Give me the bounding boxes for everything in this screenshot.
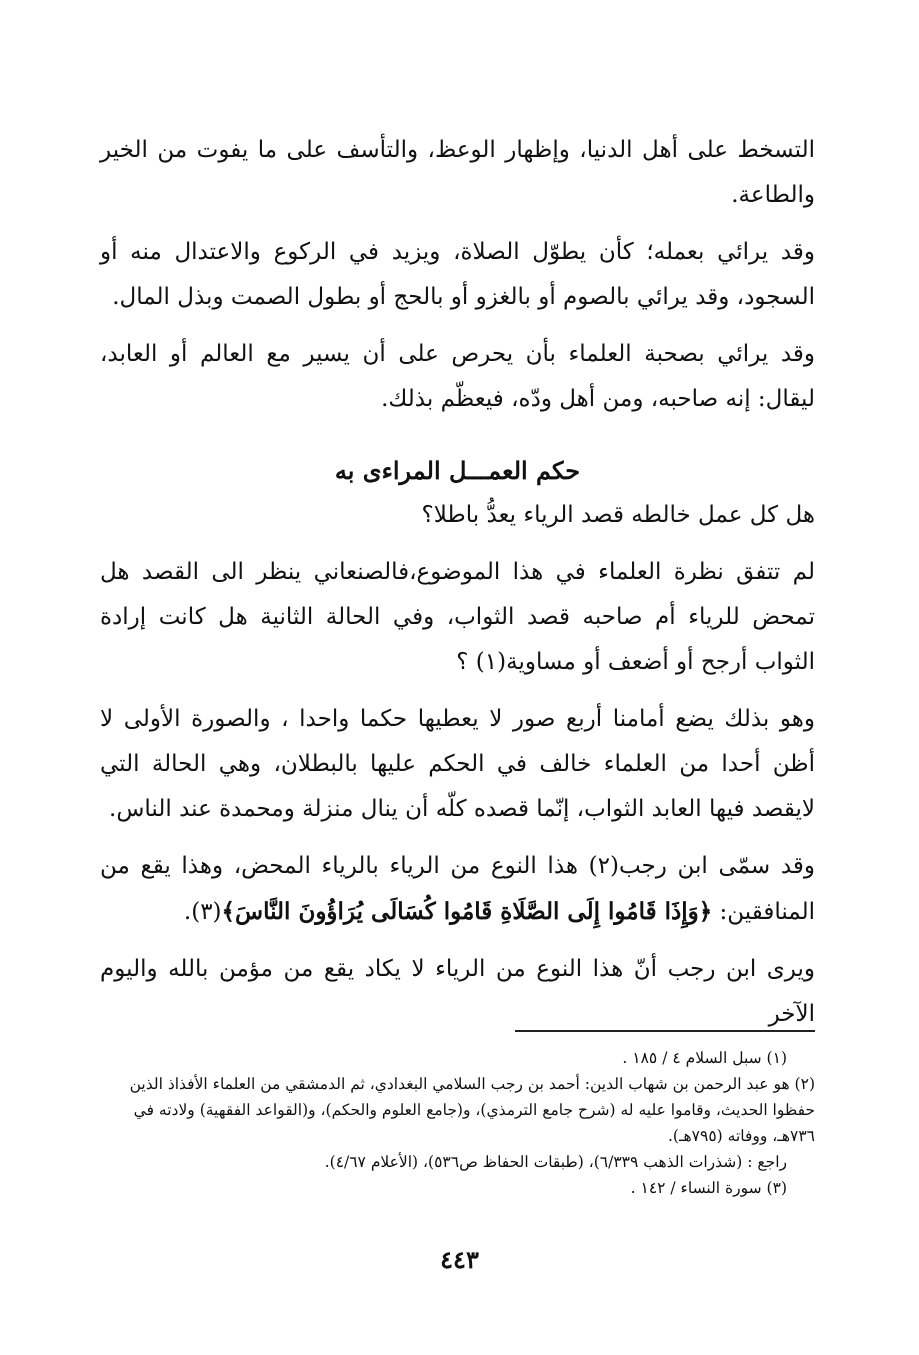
footnotes [100, 1045, 815, 1201]
paragraph-4: لم تتفق نظرة العلماء في هذا الموضوع،فالصنعاني ينظر الى القصد هل تمحض للرياء أم صاحبه قصد الثواب، وفي الحالة الثانية هل كانت إرادة الثواب أرجح أو أضعف أو مساوية(١) ؟ [100, 559, 815, 675]
footnote-divider [515, 1030, 815, 1032]
footnote-2-reference: راجع : (شذرات الذهب ٦/٣٣٩)، (طبقات الحفاظ ص٥٣٦)، (الأعلام ٤/٦٧). [324, 1153, 787, 1171]
quran-verse: ﴿وَإِذَا قَامُوا إِلَى الصَّلَاةِ قَامُوا كُسَالَى يُرَاؤُونَ النَّاسَ﴾ [221, 898, 713, 925]
paragraph-1: التسخط على أهل الدنيا، وإظهار الوعظ، والتأسف على ما يفوت من الخير والطاعة. [100, 137, 815, 208]
section-heading: حكم العمـــل المراءى به [334, 456, 581, 485]
footnote-3: (٣) سورة النساء / ١٤٢ . [630, 1179, 787, 1197]
footnote-1: (١) سبل السلام ٤ / ١٨٥ . [622, 1049, 787, 1067]
main-text [100, 128, 815, 1049]
verse-footnote-ref: (٣). [183, 899, 222, 925]
paragraph-5: وهو بذلك يضع أمامنا أربع صور لا يعطيها حكما واحدا ، والصورة الأولى لا أظن أحدا من العلماء خالف في الحكم عليها بالبطلان، وهي الحالة التي لايقصد فيها العابد الثواب، إنّما قصده كلّه أن ينال منزلة ومحمدة عند الناس. [100, 706, 815, 822]
footnote-2: (٢) هو عبد الرحمن بن شهاب الدين: أحمد بن رجب السلامي البغدادي، ثم الدمشقي من العلماء الأفذاذ الذين حفظوا الحديث، وقاموا عليه له (شرح جامع الترمذي)، و(جامع العلوم والحكم)، و(القواعد الفقهية) ولادته في ٧٣٦هـ، ووفاته (٧٩٥هـ). [129, 1075, 815, 1145]
paragraph-3: وقد يرائي بصحبة العلماء بأن يحرص على أن يسير مع العالم أو العابد، ليقال: إنه صاحبه، ومن أهل ودّه، فيعظّم بذلك. [100, 341, 815, 412]
paragraph-6-text: وقد سمّى ابن رجب(٢) هذا النوع من الرياء بالرياء المحض، وهذا يقع من المنافقين: [100, 853, 815, 925]
page-number: ٤٤٣ [440, 1245, 479, 1274]
paragraph-7: ويرى ابن رجب أنّ هذا النوع من الرياء لا يكاد يقع من مؤمن بالله واليوم الآخر [100, 956, 815, 1027]
question-line: هل كل عمل خالطه قصد الرياء يعدُّ باطلا؟ [421, 502, 815, 528]
paragraph-6 [100, 844, 815, 935]
paragraph-2: وقد يرائي بعمله؛ كأن يطوّل الصلاة، ويزيد في الركوع والاعتدال منه أو السجود، وقد يرائي بالصوم أو بالغزو أو بالحج أو بطول الصمت وبذل المال. [100, 239, 815, 310]
